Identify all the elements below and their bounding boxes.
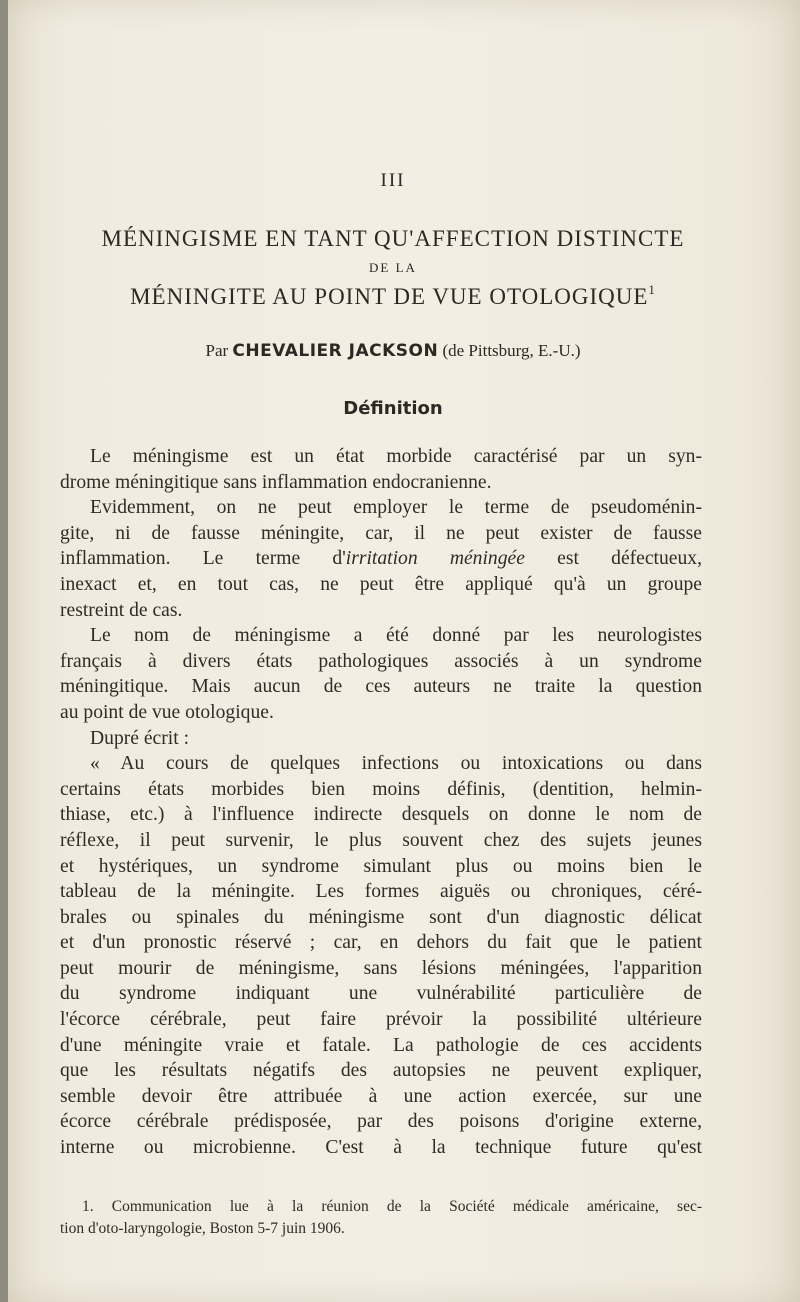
text-line: « Au cours de quelques infections ou intoxications ou dans	[90, 753, 702, 775]
text-line: certains états morbides bien moins définis, (dentition, helmin-	[60, 778, 702, 800]
title-line-2	[8, 284, 778, 310]
text-line: inexact et, en tout cas, ne peut être appliqué qu'à un groupe	[60, 573, 702, 595]
text-line: Dupré écrit :	[90, 727, 190, 749]
text-line: Le nom de méningisme a été donné par les neurologistes	[90, 625, 702, 647]
italic-phrase: irritation méningée	[345, 548, 525, 570]
text-line	[60, 546, 702, 572]
text-line: thiase, etc.) à l'influence indirecte desquels on donne le nom de	[60, 804, 702, 826]
section-heading: Définition	[343, 398, 443, 419]
text-fragment: inflammation. Le terme d'	[60, 548, 346, 570]
text-line: semble devoir être attribuée à une action exercée, sur une	[60, 1085, 702, 1107]
text-line: d'une méningite vraie et fatale. La pathologie de ces accidents	[60, 1034, 702, 1056]
text-line: tableau de la méningite. Les formes aiguës ou chroniques, céré-	[60, 881, 702, 903]
text-line: français à divers états pathologiques associés à un syndrome	[60, 650, 702, 672]
text-line: réflexe, il peut survenir, le plus souvent chez des sujets jeunes	[60, 829, 702, 851]
text-line: méningitique. Mais aucun de ces auteurs ne traite la question	[60, 676, 702, 698]
author-name: CHEVALIER JACKSON	[232, 341, 439, 361]
footnote-line: 1. Communication lue à la réunion de la Société médicale américaine, sec-	[82, 1198, 702, 1215]
title-line-2-text: MÉNINGITE AU POINT DE VUE OTOLOGIQUE	[130, 284, 649, 309]
title-footnote-mark: 1	[648, 282, 656, 297]
body-text	[60, 444, 702, 1161]
text-line: Evidemment, on ne peut employer le terme de pseudoménin-	[90, 497, 702, 519]
text-line: Le méningisme est un état morbide caractérisé par un syn-	[90, 446, 702, 467]
text-line: restreint de cas.	[60, 599, 183, 621]
text-fragment: est défectueux,	[557, 548, 702, 570]
author-affiliation: (de Pittsburg, E.-U.)	[442, 341, 581, 360]
text-line: au point de vue otologique.	[60, 701, 274, 723]
book-page	[8, 0, 800, 1302]
footnote-line: tion d'oto-laryngologie, Boston 5-7 juin 1906.	[60, 1220, 345, 1237]
chapter-number: III	[380, 170, 406, 191]
title-connector: DE LA	[369, 260, 417, 275]
text-line: drome méningitique sans inflammation endocranienne.	[60, 471, 492, 493]
text-line: et hystériques, un syndrome simulant plus ou moins bien le	[60, 855, 702, 877]
text-line: et d'un pronostic réservé ; car, en dehors du fait que le patient	[60, 932, 702, 954]
author-prefix: Par	[205, 341, 229, 360]
text-line: brales ou spinales du méningisme sont d'un diagnostic délicat	[60, 906, 702, 928]
footnote	[60, 1196, 702, 1240]
text-line: peut mourir de méningisme, sans lésions méningées, l'apparition	[60, 957, 702, 979]
text-line: gite, ni de fausse méningite, car, il ne peut exister de fausse	[60, 522, 702, 544]
author-line	[8, 341, 778, 361]
text-line: que les résultats négatifs des autopsies ne peuvent expliquer,	[60, 1060, 702, 1082]
text-line: du syndrome indiquant une vulnérabilité particulière de	[60, 983, 702, 1005]
title-line-1: MÉNINGISME EN TANT QU'AFFECTION DISTINCTE	[101, 226, 685, 251]
text-line: interne ou microbienne. C'est à la technique future qu'est	[60, 1137, 702, 1159]
text-line: écorce cérébrale prédisposée, par des poisons d'origine externe,	[60, 1111, 702, 1133]
text-line: l'écorce cérébrale, peut faire prévoir la possibilité ultérieure	[60, 1009, 702, 1031]
